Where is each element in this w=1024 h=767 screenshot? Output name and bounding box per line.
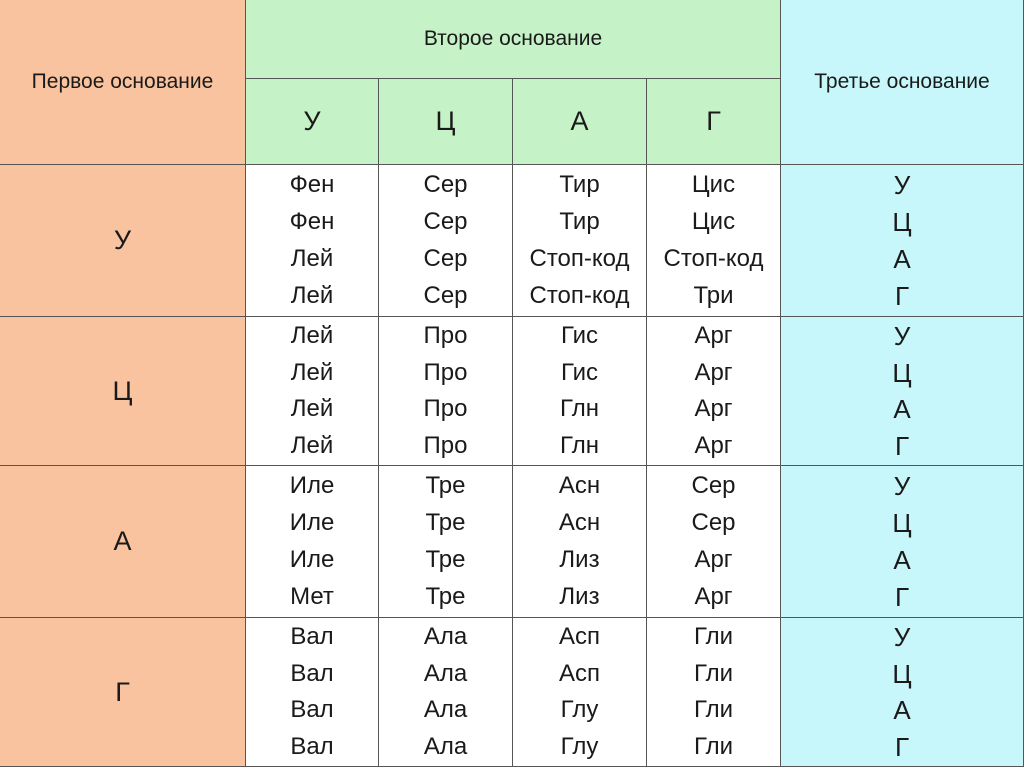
third-base-label: Ц bbox=[892, 658, 912, 689]
amino-acid-cell bbox=[647, 466, 781, 618]
amino-acid: Стоп-код bbox=[663, 245, 764, 273]
third-base-label: Ц bbox=[892, 206, 912, 237]
amino-acid: Ала bbox=[423, 732, 468, 760]
first-base-cell bbox=[0, 317, 246, 466]
amino-acid: Гли bbox=[693, 732, 734, 760]
amino-acid-cell bbox=[246, 466, 379, 618]
amino-acid: Тре bbox=[425, 508, 466, 536]
amino-acid: Гли bbox=[693, 696, 734, 724]
amino-acid-cell bbox=[379, 618, 513, 767]
amino-acid-cell bbox=[513, 618, 647, 767]
second-base-col-g bbox=[647, 79, 781, 165]
amino-acid: Глу bbox=[560, 696, 599, 724]
first-base-label: Г bbox=[115, 676, 130, 707]
third-base-label: У bbox=[893, 169, 911, 200]
amino-acid: Тир bbox=[559, 170, 600, 198]
first-base-cell bbox=[0, 618, 246, 767]
amino-acid: Про bbox=[423, 358, 468, 386]
amino-acid-cell bbox=[379, 466, 513, 618]
amino-acid: Про bbox=[423, 395, 468, 423]
amino-acid: Асн bbox=[558, 508, 601, 536]
third-base-header bbox=[781, 0, 1024, 165]
third-base-cell bbox=[781, 618, 1024, 767]
second-base-col-label: Ц bbox=[435, 106, 456, 136]
amino-acid: Гис bbox=[560, 358, 599, 386]
amino-acid-cell bbox=[647, 165, 781, 317]
second-base-col-c bbox=[379, 79, 513, 165]
second-base-header-label: Второе основание bbox=[423, 27, 603, 50]
amino-acid-cell bbox=[513, 317, 647, 466]
third-base-cell bbox=[781, 466, 1024, 618]
third-base-label: Г bbox=[894, 281, 910, 312]
amino-acid-cell bbox=[379, 317, 513, 466]
amino-acid: Цис bbox=[691, 170, 736, 198]
amino-acid: Про bbox=[423, 431, 468, 459]
third-base-label: А bbox=[893, 545, 911, 576]
second-base-col-u bbox=[246, 79, 379, 165]
amino-acid: Сер bbox=[423, 245, 468, 273]
amino-acid: Ала bbox=[423, 623, 468, 651]
amino-acid: Асп bbox=[558, 659, 600, 687]
amino-acid: Арг bbox=[694, 431, 733, 459]
amino-acid-cell bbox=[246, 618, 379, 767]
amino-acid: Лей bbox=[290, 322, 334, 350]
amino-acid: Сер bbox=[423, 282, 468, 310]
amino-acid: Арг bbox=[694, 546, 733, 574]
amino-acid: Сер bbox=[691, 508, 736, 536]
amino-acid: Вал bbox=[290, 696, 334, 724]
amino-acid: Арг bbox=[694, 322, 733, 350]
third-base-label: А bbox=[893, 695, 911, 726]
amino-acid: Глу bbox=[560, 732, 599, 760]
amino-acid: Мет bbox=[290, 583, 334, 611]
amino-acid: Сер bbox=[423, 207, 468, 235]
amino-acid: Ала bbox=[423, 659, 468, 687]
second-base-header bbox=[246, 0, 781, 79]
amino-acid-cell bbox=[647, 317, 781, 466]
first-base-cell bbox=[0, 466, 246, 618]
third-base-cell bbox=[781, 165, 1024, 317]
third-base-label: Ц bbox=[892, 357, 912, 388]
amino-acid: Вал bbox=[290, 732, 334, 760]
second-base-col-label: А bbox=[570, 106, 589, 136]
second-base-col-label: Г bbox=[706, 106, 721, 136]
third-base-header-label: Третье основание bbox=[814, 70, 990, 93]
amino-acid: Сер bbox=[691, 471, 736, 499]
amino-acid: Асн bbox=[558, 471, 601, 499]
amino-acid: Про bbox=[423, 322, 468, 350]
amino-acid: Лиз bbox=[559, 546, 600, 574]
amino-acid: Иле bbox=[289, 546, 335, 574]
third-base-label: А bbox=[893, 244, 911, 275]
amino-acid: Цис bbox=[691, 207, 736, 235]
amino-acid: Лиз bbox=[559, 583, 600, 611]
first-base-header-label: Первое основание bbox=[31, 70, 214, 93]
third-base-label: У bbox=[893, 622, 911, 653]
amino-acid: Ала bbox=[423, 696, 468, 724]
amino-acid: Тре bbox=[425, 583, 466, 611]
amino-acid: Лей bbox=[290, 245, 334, 273]
amino-acid-cell bbox=[513, 466, 647, 618]
amino-acid-cell bbox=[246, 165, 379, 317]
third-base-label: Г bbox=[894, 430, 910, 461]
amino-acid: Арг bbox=[694, 358, 733, 386]
amino-acid: Иле bbox=[289, 471, 335, 499]
amino-acid: Глн bbox=[560, 395, 599, 423]
amino-acid: Стоп-код bbox=[529, 282, 630, 310]
amino-acid: Арг bbox=[694, 395, 733, 423]
amino-acid: Гис bbox=[560, 322, 599, 350]
amino-acid: Фен bbox=[289, 170, 335, 198]
amino-acid: Фен bbox=[289, 207, 335, 235]
amino-acid: Вал bbox=[290, 659, 334, 687]
amino-acid-cell bbox=[513, 165, 647, 317]
amino-acid-cell bbox=[246, 317, 379, 466]
second-base-col-label: У bbox=[303, 106, 321, 136]
third-base-label: У bbox=[893, 321, 911, 352]
amino-acid: Иле bbox=[289, 508, 335, 536]
third-base-label: А bbox=[893, 394, 911, 425]
amino-acid: Стоп-код bbox=[529, 245, 630, 273]
amino-acid-cell bbox=[379, 165, 513, 317]
amino-acid: Глн bbox=[560, 431, 599, 459]
amino-acid: Гли bbox=[693, 623, 734, 651]
amino-acid-cell bbox=[647, 618, 781, 767]
amino-acid: Сер bbox=[423, 170, 468, 198]
amino-acid: Тре bbox=[425, 471, 466, 499]
third-base-cell bbox=[781, 317, 1024, 466]
amino-acid: Асп bbox=[558, 623, 600, 651]
third-base-label: Г bbox=[894, 582, 910, 613]
amino-acid: Лей bbox=[290, 431, 334, 459]
first-base-label: У bbox=[113, 225, 132, 255]
third-base-label: У bbox=[893, 470, 911, 501]
first-base-label: Ц bbox=[112, 375, 133, 406]
first-base-label: А bbox=[113, 526, 132, 556]
third-base-label: Ц bbox=[892, 507, 912, 538]
amino-acid: Лей bbox=[290, 282, 334, 310]
amino-acid: Гли bbox=[693, 659, 734, 687]
amino-acid: Тре bbox=[425, 546, 466, 574]
second-base-col-a bbox=[513, 79, 647, 165]
third-base-label: Г bbox=[894, 731, 910, 762]
amino-acid: Лей bbox=[290, 395, 334, 423]
first-base-header bbox=[0, 0, 246, 165]
amino-acid: Тир bbox=[559, 207, 600, 235]
amino-acid: Три bbox=[693, 282, 734, 310]
amino-acid: Арг bbox=[694, 583, 733, 611]
first-base-cell bbox=[0, 165, 246, 317]
amino-acid: Лей bbox=[290, 358, 334, 386]
amino-acid: Вал bbox=[290, 623, 334, 651]
